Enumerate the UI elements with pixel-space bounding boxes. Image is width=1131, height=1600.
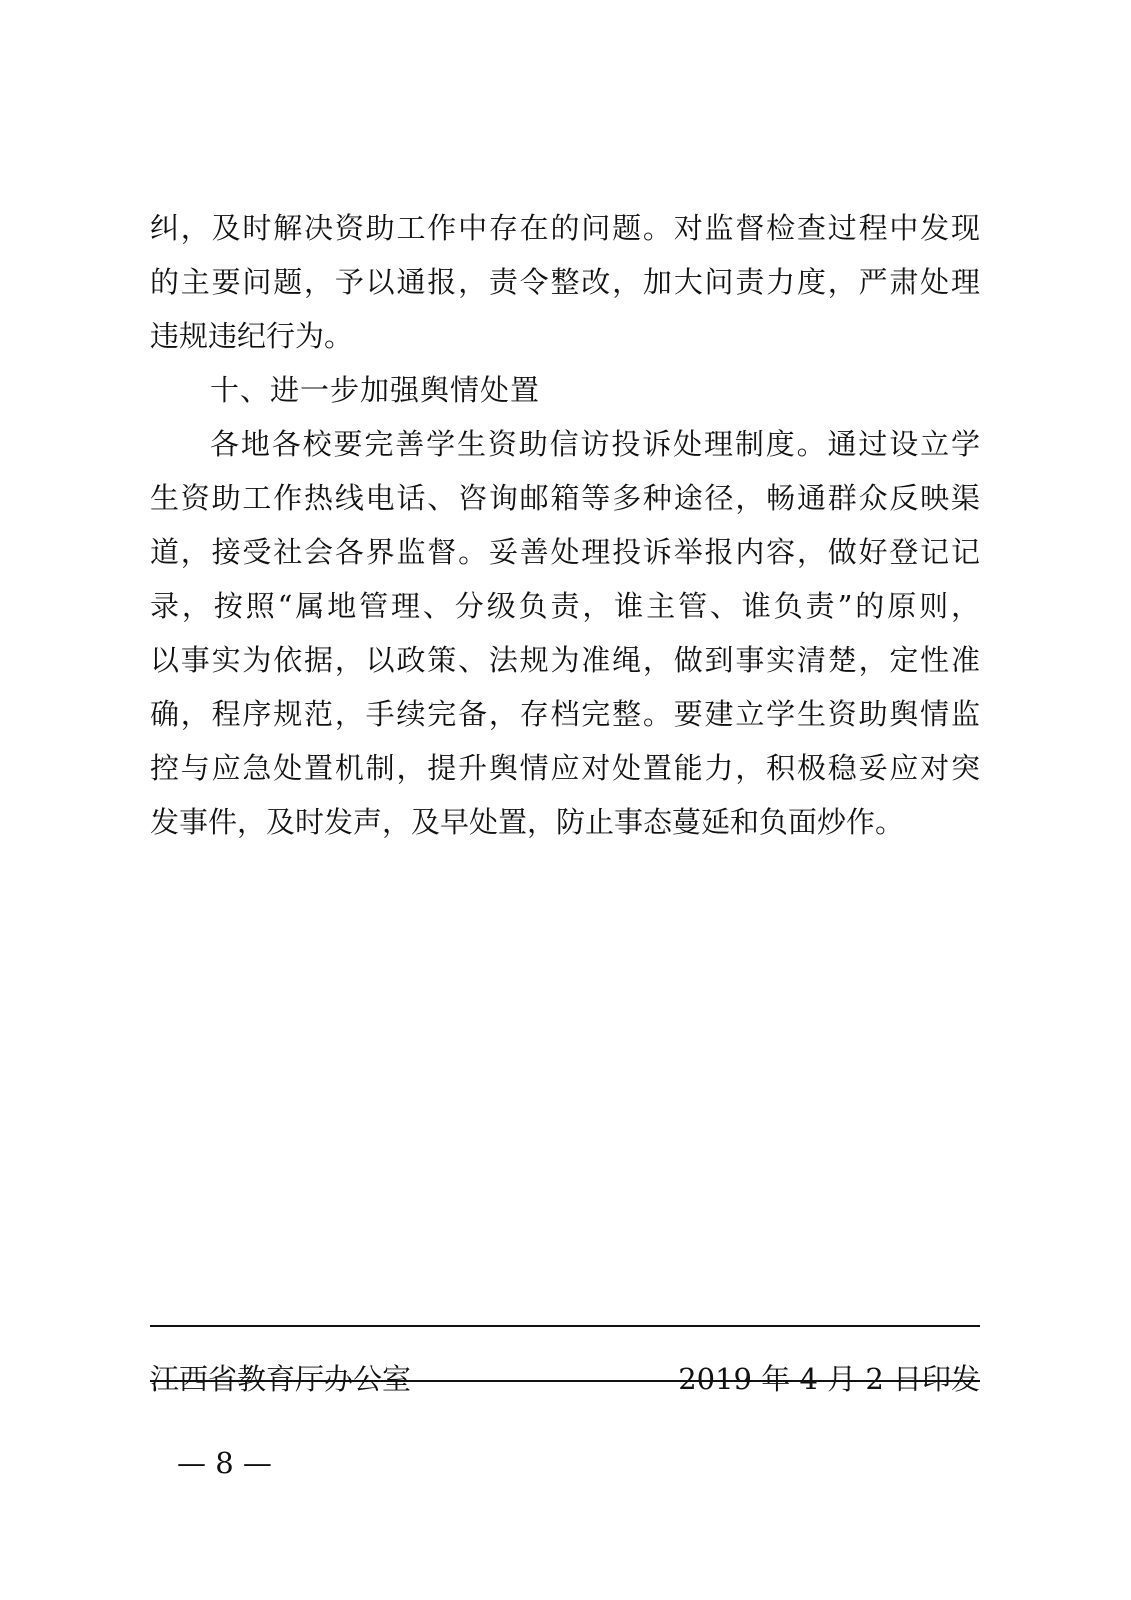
issuer-name: 江西省教育厅办公室 (150, 1362, 412, 1396)
footer-top-rule (150, 1325, 980, 1327)
body-text-line: 以事实为依据，以政策、法规为准绳，做到事实清楚，定性准 (150, 643, 980, 677)
issue-date: 2019 年 4 月 2 日印发 (678, 1362, 980, 1396)
body-text-line: 各地各校要完善学生资助信访投诉处理制度。通过设立学 (210, 427, 980, 461)
body-text-line: 确，程序规范，手续完备，存档完整。要建立学生资助舆情监 (150, 697, 980, 731)
body-text-line: 道，接受社会各界监督。妥善处理投诉举报内容，做好登记记 (150, 535, 980, 569)
body-text-line: 发事件，及时发声，及早处置，防止事态蔓延和负面炒作。 (150, 805, 905, 839)
footer-bottom-rule (150, 1380, 980, 1382)
body-text-line: 的主要问题，予以通报，责令整改，加大问责力度，严肃处理 (150, 265, 980, 299)
section-heading: 十、进一步加强舆情处置 (210, 373, 541, 407)
body-text-line: 控与应急处置机制，提升舆情应对处置能力，积极稳妥应对突 (150, 751, 980, 785)
body-text-line: 纠，及时解决资助工作中存在的问题。对监督检查过程中发现 (150, 211, 980, 245)
body-text-line: 违规违纪行为。 (150, 319, 354, 353)
body-text-line: 录，按照“属地管理、分级负责，谁主管、谁负责”的原则， (150, 589, 980, 623)
body-text-line: 生资助工作热线电话、咨询邮箱等多种途径，畅通群众反映渠 (150, 481, 980, 515)
page-number: — 8 — (177, 1446, 272, 1480)
